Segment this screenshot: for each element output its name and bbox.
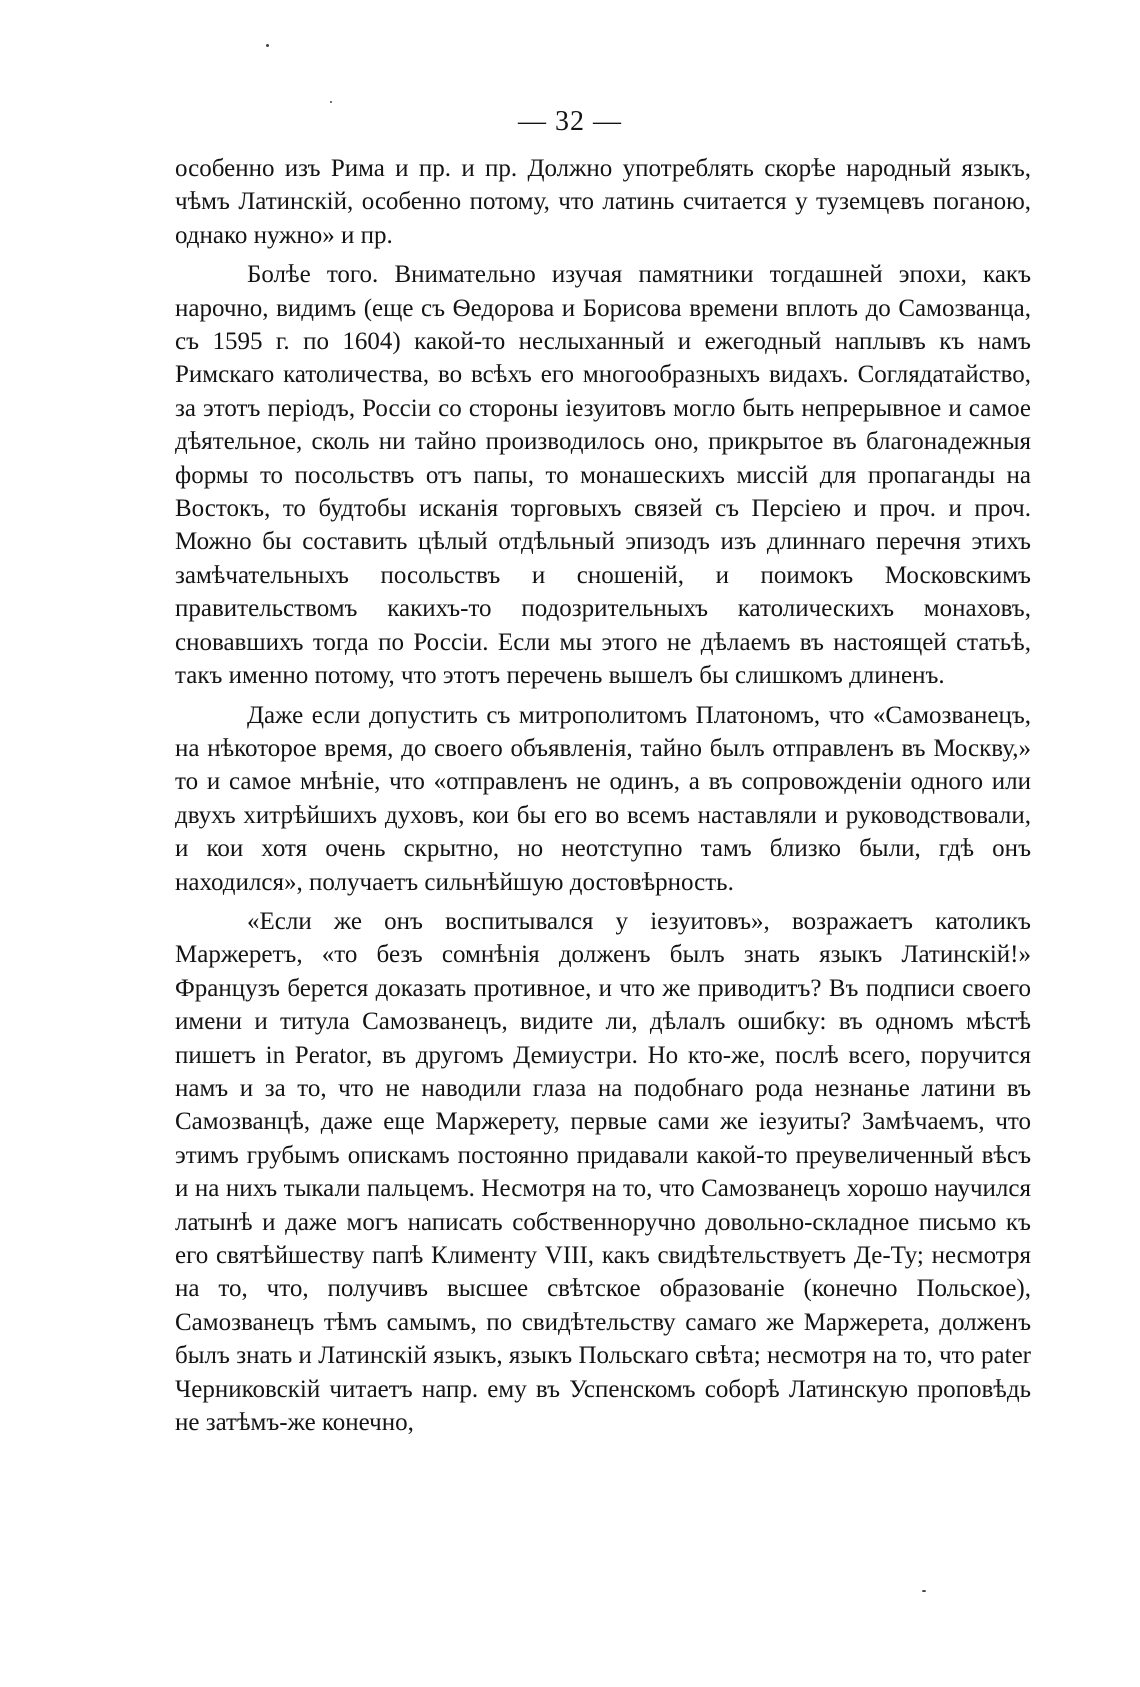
page-number: — 32 — <box>518 106 622 137</box>
paper-speck <box>330 101 332 103</box>
paragraph: Даже если допустить съ митрополитомъ Платономъ, что «Самозванецъ, на нѣкоторое время, до своего объявленія, тайно былъ отправленъ въ Москву,» то и самое мнѣніе, что «отправленъ не одинъ, а въ сопровожденіи одного или двухъ хитрѣйшихъ духовъ, кои бы его во всемъ наставляли и руководствовали, и кои хотя очень скрытно, но неотступно тамъ близко были, гдѣ онъ находился», получаетъ сильнѣйшую достовѣрность. <box>175 701 1031 896</box>
paragraph-continued: особенно изъ Рима и пр. и пр. Должно употреблять скорѣе народный языкъ, чѣмъ Латинскій, особенно потому, что латинь считается у туземцевъ поганою, однако нужно» и пр. <box>175 155 1031 249</box>
paragraph: «Если же онъ воспитывался у іезуитовъ», возражаетъ католикъ Маржеретъ, «то безъ сомнѣнія долженъ былъ знать языкъ Латинскій!» Французъ берется доказать противное, и что же приводитъ? Въ подписи своего имени и титула Самозванецъ, видите ли, дѣлалъ ошибку: въ одномъ мѣстѣ пишетъ in Perator, въ другомъ Демиустри. Но кто-же, послѣ всего, поручится намъ и за то, что не наводили глаза на подобнаго рода незнанье латини въ Самозванцѣ, даже еще Маржерету, первые сами же іезуиты? Замѣчаемъ, что этимъ грубымъ опискамъ постоянно придавали какой-то преувеличенный вѣсъ и на нихъ тыкали пальцемъ. Несмотря на то, что Самозванецъ хорошо научился латынѣ и даже могъ написать собственноручно довольно-складное письмо къ его святѣйшеству папѣ Клименту VIII, какъ свидѣтельствуетъ Де-Ту; несмотря на то, что, получивъ высшее свѣтское образованіе (конечно Польское), Самозванецъ тѣмъ самымъ, по свидѣтельству самаго же Маржерета, долженъ былъ знать и Латинскій языкъ, языкъ Польскаго свѣта; несмотря на то, что pater Черниковскій читаетъ напр. ему въ Успенскомъ соборѣ Латинскую проповѣдь не затѣмъ-же конечно, <box>175 907 1031 1437</box>
paper-speck <box>266 44 269 47</box>
paper-speck <box>922 1590 926 1592</box>
body-text <box>175 152 1031 1445</box>
paragraph: Болѣе того. Внимательно изучая памятники тогдашней эпохи, какъ нарочно, видимъ (еще съ Ѳедорова и Борисова времени вплоть до Самозванца, съ 1595 г. по 1604) какой-то неслыханный и ежегодный наплывъ къ намъ Римскаго католичества, во всѣхъ его многообразныхъ видахъ. Соглядатайство, за этотъ періодъ, Россіи со стороны іезуитовъ могло быть непрерывное и самое дѣятельное, сколь ни тайно производилось оно, прикрытое въ благонадежныя формы то посольствъ отъ папы, то монашескихъ миссій для пропаганды на Востокъ, то будтобы исканія торговыхъ связей съ Персіею и проч. и проч. Можно бы составить цѣлый отдѣльный эпизодъ изъ длиннаго перечня этихъ замѣчательныхъ посольствъ и сношеній, и поимокъ Московскимъ правительствомъ какихъ-то подозрительныхъ католическихъ монаховъ, сновавшихъ тогда по Россіи. Если мы этого не дѣлаемъ въ настоящей статьѣ, такъ именно потому, что этотъ перечень вышелъ бы слишкомъ длиненъ. <box>175 261 1031 690</box>
